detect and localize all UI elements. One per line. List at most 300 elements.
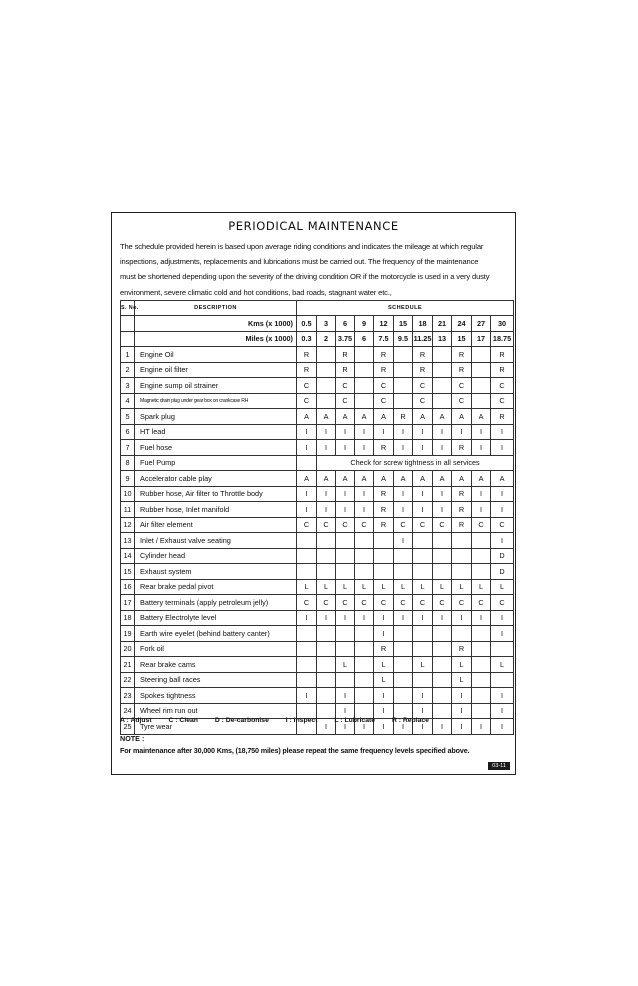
schedule-cell: [317, 564, 336, 580]
table-row: [121, 362, 514, 378]
schedule-cell: [297, 626, 317, 642]
schedule-cell: I: [355, 502, 374, 518]
row-description: Air filter element: [135, 517, 297, 533]
schedule-cell: [433, 362, 452, 378]
row-description: Battery terminals (apply petroleum jelly): [135, 595, 297, 611]
schedule-cell: I: [394, 424, 413, 440]
schedule-cell: [433, 533, 452, 549]
schedule-cell: L: [394, 579, 413, 595]
schedule-cell: [394, 564, 413, 580]
schedule-cell: [355, 626, 374, 642]
schedule-cell: I: [336, 610, 355, 626]
schedule-cell: C: [433, 595, 452, 611]
schedule-cell: A: [355, 409, 374, 425]
schedule-cell: R: [336, 362, 355, 378]
schedule-cell: I: [355, 440, 374, 456]
schedule-cell: C: [336, 517, 355, 533]
miles-value: 18.75: [491, 331, 514, 347]
schedule-cell: I: [394, 486, 413, 502]
schedule-cell: [317, 347, 336, 363]
schedule-cell: I: [394, 533, 413, 549]
schedule-cell: L: [452, 657, 472, 673]
row-number: 8: [121, 455, 135, 471]
row-description: Inlet / Exhaust valve seating: [135, 533, 297, 549]
schedule-cell: A: [374, 409, 394, 425]
miles-value: 2: [317, 331, 336, 347]
schedule-cell: [413, 626, 433, 642]
row-description: Fuel hose: [135, 440, 297, 456]
schedule-cell: A: [336, 409, 355, 425]
schedule-cell: R: [452, 440, 472, 456]
table-row: [121, 393, 514, 409]
schedule-cell: [394, 362, 413, 378]
row-number: 7: [121, 440, 135, 456]
schedule-cell: I: [336, 486, 355, 502]
table-row: [121, 455, 514, 471]
schedule-cell: I: [452, 703, 472, 719]
schedule-cell: A: [491, 471, 514, 487]
schedule-cell: [472, 533, 491, 549]
schedule-cell: [433, 378, 452, 394]
schedule-cell: I: [413, 440, 433, 456]
schedule-cell: [297, 672, 317, 688]
schedule-cell: [336, 641, 355, 657]
row-number: 22: [121, 672, 135, 688]
schedule-header: SCHEDULE: [297, 301, 514, 316]
kms-value: 15: [394, 316, 413, 332]
legend-item: D : De-carbonise: [214, 717, 269, 724]
schedule-cell: C: [317, 517, 336, 533]
schedule-cell: I: [491, 719, 514, 735]
schedule-cell: [452, 564, 472, 580]
schedule-cell: C: [336, 378, 355, 394]
blank-cell: [121, 316, 135, 332]
schedule-cell: [433, 657, 452, 673]
schedule-cell: R: [491, 362, 514, 378]
schedule-cell: [336, 533, 355, 549]
schedule-cell: [317, 672, 336, 688]
schedule-cell: C: [472, 517, 491, 533]
schedule-cell: C: [491, 517, 514, 533]
schedule-cell: I: [491, 626, 514, 642]
schedule-cell: C: [433, 517, 452, 533]
row-note: Check for screw tightness in all services: [317, 455, 514, 471]
table-row: [121, 378, 514, 394]
schedule-cell: I: [297, 486, 317, 502]
schedule-cell: I: [452, 719, 472, 735]
schedule-cell: I: [413, 424, 433, 440]
page-title: PERIODICAL MAINTENANCE: [228, 219, 399, 233]
schedule-cell: [472, 548, 491, 564]
schedule-cell: [433, 347, 452, 363]
schedule-cell: I: [472, 719, 491, 735]
schedule-cell: [317, 362, 336, 378]
schedule-cell: [452, 548, 472, 564]
row-number: 16: [121, 579, 135, 595]
schedule-cell: C: [336, 595, 355, 611]
table-row: [121, 626, 514, 642]
schedule-cell: C: [491, 378, 514, 394]
schedule-cell: I: [297, 424, 317, 440]
schedule-cell: I: [452, 610, 472, 626]
schedule-cell: A: [297, 409, 317, 425]
schedule-cell: [452, 533, 472, 549]
schedule-cell: L: [317, 579, 336, 595]
schedule-cell: [355, 347, 374, 363]
schedule-cell: A: [472, 409, 491, 425]
table-row: [121, 564, 514, 580]
schedule-cell: [413, 548, 433, 564]
schedule-cell: C: [413, 393, 433, 409]
table-row: [121, 688, 514, 704]
miles-row: [121, 331, 514, 347]
schedule-cell: R: [452, 362, 472, 378]
schedule-cell: I: [297, 502, 317, 518]
table-row: [121, 517, 514, 533]
schedule-cell: [355, 564, 374, 580]
kms-value: 9: [355, 316, 374, 332]
miles-value: 6: [355, 331, 374, 347]
miles-label: Miles (x 1000): [135, 331, 297, 347]
schedule-cell: I: [491, 610, 514, 626]
schedule-cell: [317, 641, 336, 657]
description-header: DESCRIPTION: [135, 301, 297, 316]
schedule-cell: D: [491, 564, 514, 580]
row-description: Spark plug: [135, 409, 297, 425]
schedule-cell: I: [413, 719, 433, 735]
schedule-cell: C: [394, 517, 413, 533]
schedule-cell: I: [355, 719, 374, 735]
note-text: For maintenance after 30,000 Kms, (18,750 miles) please repeat the same frequency levels specified above.: [120, 746, 470, 755]
schedule-cell: [336, 672, 355, 688]
row-description: Steering ball races: [135, 672, 297, 688]
schedule-cell: I: [317, 610, 336, 626]
schedule-cell: [297, 564, 317, 580]
schedule-cell: I: [374, 719, 394, 735]
schedule-cell: L: [374, 579, 394, 595]
row-number: 12: [121, 517, 135, 533]
schedule-cell: I: [317, 486, 336, 502]
schedule-cell: C: [297, 595, 317, 611]
schedule-cell: A: [297, 471, 317, 487]
row-number: 18: [121, 610, 135, 626]
schedule-cell: C: [374, 595, 394, 611]
schedule-cell: [355, 393, 374, 409]
schedule-cell: [355, 548, 374, 564]
row-number: 20: [121, 641, 135, 657]
schedule-cell: [317, 626, 336, 642]
schedule-cell: [355, 533, 374, 549]
schedule-cell: L: [374, 672, 394, 688]
kms-value: 18: [413, 316, 433, 332]
schedule-cell: C: [374, 393, 394, 409]
maintenance-schedule-table: [120, 300, 514, 735]
row-number: 23: [121, 688, 135, 704]
schedule-cell: [472, 703, 491, 719]
schedule-cell: I: [472, 610, 491, 626]
schedule-cell: A: [472, 471, 491, 487]
schedule-cell: I: [394, 719, 413, 735]
schedule-cell: [394, 347, 413, 363]
schedule-cell: I: [355, 610, 374, 626]
row-description: Tyre wear: [135, 719, 297, 735]
schedule-cell: [472, 393, 491, 409]
schedule-cell: I: [491, 688, 514, 704]
schedule-cell: C: [297, 517, 317, 533]
schedule-cell: L: [472, 579, 491, 595]
schedule-cell: L: [413, 657, 433, 673]
table-row: [121, 579, 514, 595]
schedule-cell: I: [413, 610, 433, 626]
schedule-cell: I: [317, 719, 336, 735]
schedule-cell: [355, 688, 374, 704]
schedule-cell: [472, 657, 491, 673]
kms-label: Kms (x 1000): [135, 316, 297, 332]
schedule-cell: L: [297, 579, 317, 595]
row-number: 2: [121, 362, 135, 378]
schedule-cell: I: [297, 440, 317, 456]
table-row: [121, 486, 514, 502]
schedule-cell: [433, 393, 452, 409]
row-number: 6: [121, 424, 135, 440]
schedule-cell: I: [336, 440, 355, 456]
kms-value: 30: [491, 316, 514, 332]
row-description: Battery Electrolyte level: [135, 610, 297, 626]
schedule-cell: A: [336, 471, 355, 487]
schedule-cell: R: [374, 641, 394, 657]
row-number: 14: [121, 548, 135, 564]
schedule-cell: A: [452, 409, 472, 425]
kms-value: 12: [374, 316, 394, 332]
schedule-cell: [433, 672, 452, 688]
row-number: 15: [121, 564, 135, 580]
note-heading: NOTE :: [120, 734, 145, 743]
schedule-cell: C: [374, 378, 394, 394]
schedule-cell: R: [297, 347, 317, 363]
schedule-cell: [472, 347, 491, 363]
schedule-cell: I: [317, 502, 336, 518]
row-description: Spokes tightness: [135, 688, 297, 704]
legend-item: R : Replace: [391, 717, 429, 724]
row-description: Rubber hose, Air filter to Throttle body: [135, 486, 297, 502]
schedule-cell: I: [394, 610, 413, 626]
schedule-cell: A: [452, 471, 472, 487]
row-description: Engine Oil: [135, 347, 297, 363]
row-description: Wheel rim run out: [135, 703, 297, 719]
schedule-cell: R: [374, 440, 394, 456]
schedule-cell: [472, 362, 491, 378]
table-row: [121, 471, 514, 487]
row-description: Magnetic drain plug under gear box on crankcase RH: [135, 393, 297, 409]
schedule-cell: I: [433, 610, 452, 626]
schedule-cell: C: [413, 517, 433, 533]
schedule-cell: R: [374, 347, 394, 363]
schedule-cell: C: [297, 393, 317, 409]
table-row: [121, 672, 514, 688]
schedule-cell: [394, 378, 413, 394]
row-number: 10: [121, 486, 135, 502]
schedule-cell: R: [394, 409, 413, 425]
schedule-cell: R: [452, 347, 472, 363]
legend: [120, 717, 444, 724]
schedule-cell: I: [394, 502, 413, 518]
row-number: 1: [121, 347, 135, 363]
schedule-cell: I: [374, 688, 394, 704]
schedule-cell: [355, 641, 374, 657]
schedule-cell: [433, 626, 452, 642]
schedule-cell: L: [452, 579, 472, 595]
row-description: Rear brake pedal pivot: [135, 579, 297, 595]
schedule-cell: L: [336, 579, 355, 595]
schedule-cell: C: [452, 595, 472, 611]
table-row: [121, 502, 514, 518]
schedule-cell: A: [317, 471, 336, 487]
schedule-cell: [472, 626, 491, 642]
schedule-cell: I: [394, 440, 413, 456]
schedule-cell: I: [433, 719, 452, 735]
schedule-cell: I: [413, 703, 433, 719]
schedule-cell: [413, 672, 433, 688]
schedule-cell: C: [355, 517, 374, 533]
schedule-cell: [394, 688, 413, 704]
schedule-cell: [452, 626, 472, 642]
row-description: Rear brake cams: [135, 657, 297, 673]
schedule-cell: C: [394, 595, 413, 611]
kms-value: 6: [336, 316, 355, 332]
schedule-cell: A: [394, 471, 413, 487]
schedule-cell: R: [452, 517, 472, 533]
row-number: 13: [121, 533, 135, 549]
schedule-cell: C: [472, 595, 491, 611]
kms-value: 24: [452, 316, 472, 332]
schedule-cell: R: [374, 502, 394, 518]
schedule-cell: A: [355, 471, 374, 487]
schedule-cell: I: [374, 424, 394, 440]
row-number: 24: [121, 703, 135, 719]
row-number: 4: [121, 393, 135, 409]
schedule-cell: [433, 564, 452, 580]
schedule-cell: R: [452, 486, 472, 502]
schedule-cell: [413, 533, 433, 549]
kms-value: 27: [472, 316, 491, 332]
schedule-cell: I: [317, 424, 336, 440]
schedule-cell: I: [336, 703, 355, 719]
maintenance-sheet: [111, 212, 516, 775]
schedule-cell: [394, 393, 413, 409]
sno-header: S. No.: [121, 301, 135, 316]
schedule-cell: A: [374, 471, 394, 487]
schedule-cell: [336, 564, 355, 580]
schedule-cell: [297, 548, 317, 564]
schedule-cell: I: [374, 703, 394, 719]
row-description: Accelerator cable play: [135, 471, 297, 487]
schedule-cell: [394, 626, 413, 642]
schedule-cell: L: [491, 657, 514, 673]
intro-line: environment, severe climatic cold and hot conditions, bad roads, stagnant water etc.,: [120, 287, 392, 297]
schedule-cell: [317, 393, 336, 409]
schedule-cell: [491, 672, 514, 688]
table-row: [121, 347, 514, 363]
legend-item: L : Lubricate: [334, 717, 376, 724]
schedule-cell: L: [374, 657, 394, 673]
table-row: [121, 595, 514, 611]
schedule-cell: I: [472, 502, 491, 518]
schedule-cell: R: [452, 502, 472, 518]
schedule-cell: I: [433, 502, 452, 518]
schedule-cell: [394, 672, 413, 688]
table-row: [121, 548, 514, 564]
schedule-cell: I: [355, 486, 374, 502]
schedule-cell: A: [413, 409, 433, 425]
intro-line: The schedule provided herein is based upon average riding conditions and indicates the mileage at which regular: [120, 242, 484, 251]
schedule-cell: I: [491, 703, 514, 719]
row-number: 17: [121, 595, 135, 611]
row-description: Engine sump oil strainer: [135, 378, 297, 394]
schedule-cell: I: [491, 486, 514, 502]
schedule-cell: I: [472, 424, 491, 440]
schedule-cell: R: [374, 362, 394, 378]
schedule-cell: R: [413, 347, 433, 363]
schedule-cell: R: [413, 362, 433, 378]
schedule-cell: I: [433, 440, 452, 456]
row-number: 5: [121, 409, 135, 425]
schedule-cell: I: [491, 533, 514, 549]
table-row: [121, 440, 514, 456]
miles-value: 13: [433, 331, 452, 347]
kms-value: 0.5: [297, 316, 317, 332]
row-description: Engine oil filter: [135, 362, 297, 378]
schedule-cell: [317, 378, 336, 394]
schedule-cell: I: [433, 486, 452, 502]
schedule-cell: C: [297, 378, 317, 394]
schedule-cell: L: [452, 672, 472, 688]
schedule-cell: [336, 626, 355, 642]
schedule-cell: I: [491, 440, 514, 456]
schedule-cell: C: [452, 378, 472, 394]
schedule-cell: [355, 378, 374, 394]
schedule-cell: I: [413, 486, 433, 502]
schedule-cell: [374, 548, 394, 564]
row-description: Rubber hose, Inlet manifold: [135, 502, 297, 518]
schedule-cell: [317, 688, 336, 704]
schedule-cell: I: [433, 424, 452, 440]
legend-item: I : Inspect: [285, 717, 318, 724]
legend-item: A : Adjust: [120, 717, 152, 724]
schedule-cell: [472, 641, 491, 657]
schedule-cell: [317, 548, 336, 564]
schedule-cell: I: [336, 424, 355, 440]
schedule-cell: I: [374, 626, 394, 642]
schedule-cell: C: [491, 595, 514, 611]
schedule-cell: D: [491, 548, 514, 564]
legend-item: C : Clean: [168, 717, 198, 724]
schedule-cell: [355, 672, 374, 688]
intro-paragraph: [120, 239, 511, 300]
schedule-cell: I: [317, 440, 336, 456]
schedule-cell: [317, 533, 336, 549]
schedule-cell: C: [413, 378, 433, 394]
miles-value: 15: [452, 331, 472, 347]
kms-value: 21: [433, 316, 452, 332]
schedule-cell: [472, 564, 491, 580]
schedule-cell: [472, 672, 491, 688]
row-number: 25: [121, 719, 135, 735]
schedule-cell: [394, 548, 413, 564]
row-description: Cylinder head: [135, 548, 297, 564]
intro-line: must be shortened depending upon the severity of the driving condition OR if the motorcycle is used in a very dusty: [120, 272, 490, 282]
row-description: HT lead: [135, 424, 297, 440]
table-row: [121, 610, 514, 626]
